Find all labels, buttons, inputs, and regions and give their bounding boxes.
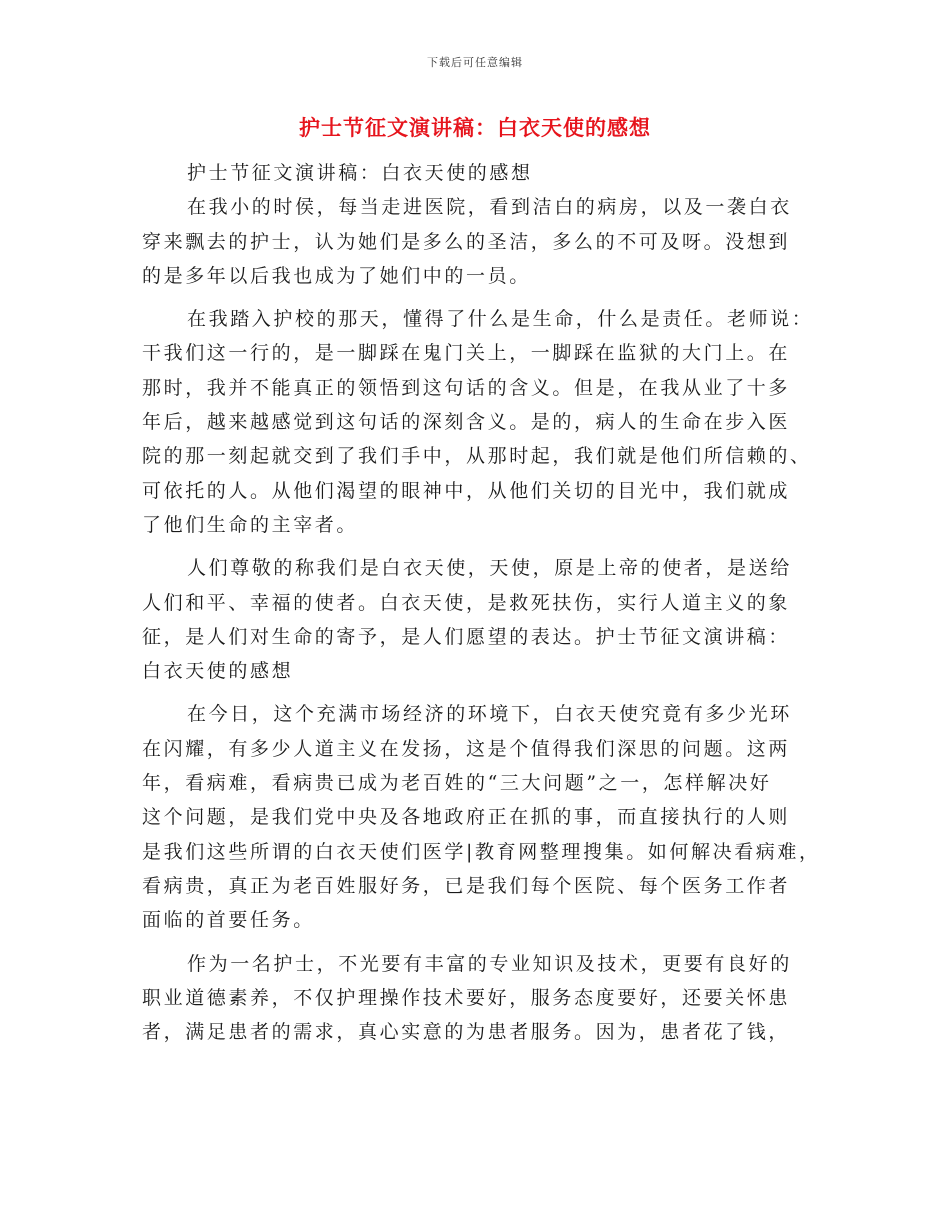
paragraph (142, 190, 817, 293)
text-line: 是我们这些所谓的白衣天使们医学|教育网整理搜集。如何解决看病难， (142, 840, 821, 863)
text-line: 在我踏入护校的那天，懂得了什么是生命，什么是责任。老师说： (187, 308, 814, 331)
paragraph-gap (142, 938, 817, 947)
paragraph-gap (142, 688, 817, 697)
text-line: 可依托的人。从他们渴望的眼神中，从他们关切的目光中，我们就成 (142, 479, 791, 502)
text-line: 年后，越来越感觉到这句话的深刻含义。是的，病人的生命在步入医 (142, 411, 791, 434)
header-note: 下载后可任意编辑 (427, 56, 523, 69)
text-line: 人们和平、幸福的使者。白衣天使，是救死扶伤，实行人道主义的象 (142, 591, 791, 614)
document-body (142, 156, 821, 1049)
text-line: 的是多年以后我也成为了她们中的一员。 (142, 264, 531, 287)
text-line: 者，满足患者的需求，真心实意的为患者服务。因为，患者花了钱， (142, 1021, 791, 1044)
text-line: 了他们生命的主宰者。 (142, 513, 359, 536)
text-line: 院的那一刻起就交到了我们手中，从那时起，我们就是他们所信赖的、 (142, 445, 812, 468)
text-line: 看病贵，真正为老百姓服好务，已是我们每个医院、每个医务工作者 (142, 874, 791, 897)
paragraph (142, 302, 817, 542)
text-line: 面临的首要任务。 (142, 909, 315, 932)
text-line: 人们尊敬的称我们是白衣天使，天使，原是上帝的使者，是送给 (187, 557, 792, 580)
text-line: 作为一名护士，不光要有丰富的专业知识及技术，更要有良好的 (187, 952, 792, 975)
text-line: 穿来飘去的护士，认为她们是多么的圣洁，多么的不可及呀。没想到 (142, 230, 791, 253)
paragraph-gap (142, 293, 817, 302)
paragraph (142, 551, 817, 688)
text-line: 年，看病难，看病贵已成为老百姓的“三大问题”之一，怎样解决好 (142, 772, 772, 795)
document-title: 护士节征文演讲稿：白衣天使的感想 (299, 115, 651, 140)
paragraph-subtitle (142, 156, 817, 190)
text-line: 这个问题，是我们党中央及各地政府正在抓的事，而直接执行的人则 (142, 806, 791, 829)
text-line: 在今日，这个充满市场经济的环境下，白衣天使究竟有多少光环 (187, 703, 792, 726)
text-line: 在闪耀，有多少人道主义在发扬，这是个值得我们深思的问题。这两 (142, 737, 791, 760)
paragraph (142, 697, 821, 937)
text-line: 那时，我并不能真正的领悟到这句话的含义。但是，在我从业了十多 (142, 376, 791, 399)
paragraph-gap (142, 542, 817, 551)
text-line: 在我小的时侯，每当走进医院，看到洁白的病房，以及一袭白衣 (187, 196, 792, 219)
paragraph (142, 947, 817, 1050)
text-line: 白衣天使的感想 (142, 660, 294, 683)
text-line: 职业道德素养，不仅护理操作技术要好，服务态度要好，还要关怀患 (142, 986, 791, 1009)
text-line: 征，是人们对生命的寄予，是人们愿望的表达。护士节征文演讲稿： (142, 625, 791, 648)
text-line: 干我们这一行的，是一脚踩在鬼门关上，一脚踩在监狱的大门上。在 (142, 342, 791, 365)
text-line: 护士节征文演讲稿：白衣天使的感想 (187, 162, 533, 184)
